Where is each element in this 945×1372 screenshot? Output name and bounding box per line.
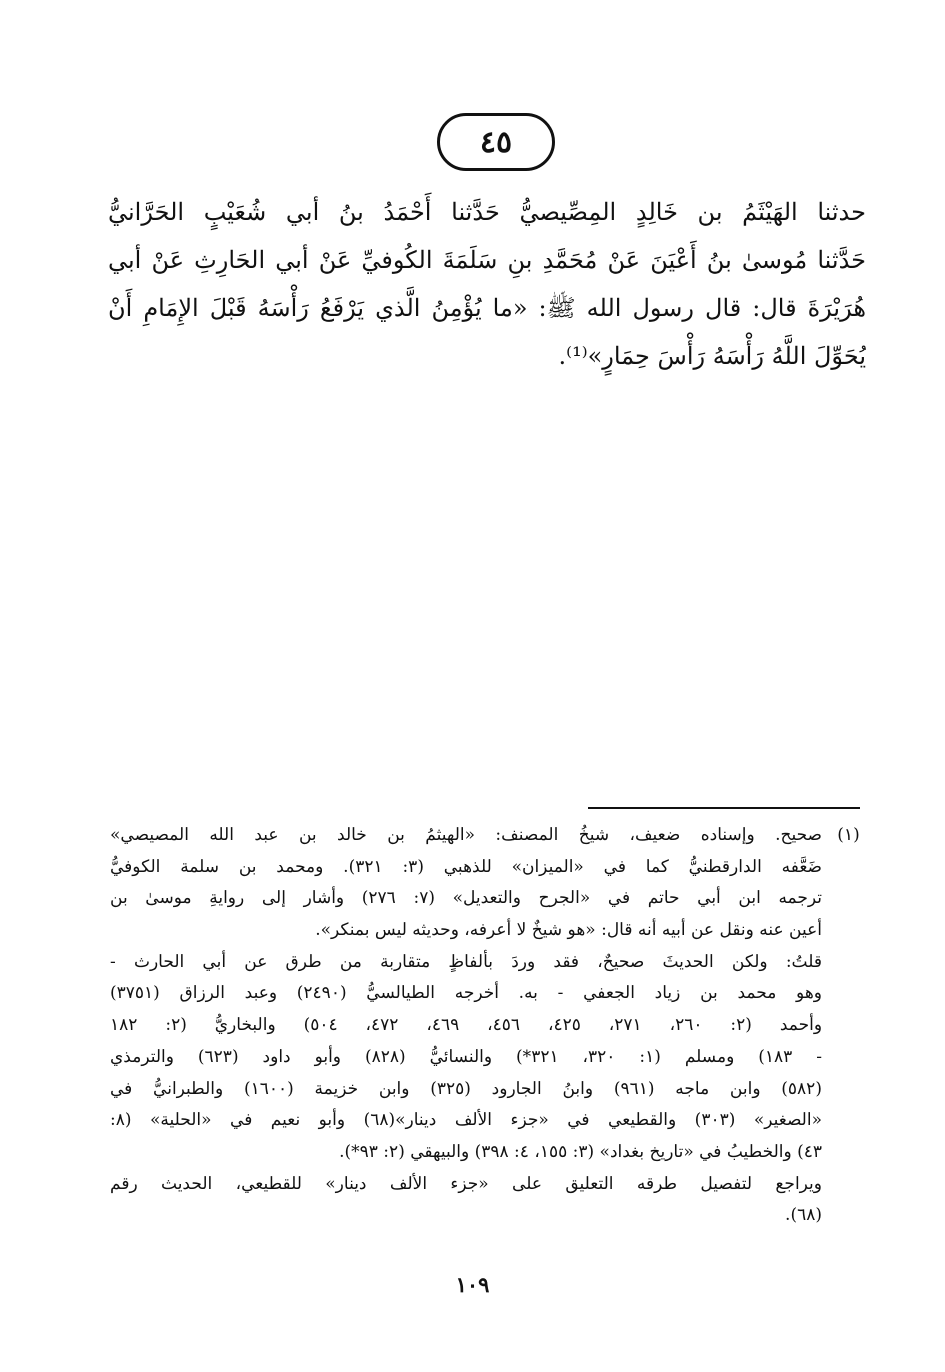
footnote-line: أعين عنه ونقل عن أبيه أنه قال: «هو شيخٌ لا أعرفه، وحديثه ليس بمنكر». [315,920,822,941]
footnote-line: ترجمه ابن أبي حاتم في «الجرح والتعديل» (٧: ٢٧٦) وأشار إلى روايةِ موسىٰ بن [110,888,822,909]
footnote-divider [588,807,860,809]
page-number: ١٠٩ [455,1272,490,1297]
footnote-marker: (١) [837,825,860,845]
footnote-line: (٥٨٢) وابن ماجه (٩٦١) وابنُ الجارود (٣٢٥) وابن خزيمة (١٦٠٠) والطبرانيُّ في [110,1078,822,1099]
footnote-line: «الصغير» (٣٠٣) والقطيعي في «جزء الألف دينار»(٦٨) وأبو نعيم في «الحلية» (٨: [110,1110,822,1131]
footnote-line: ٤٣) والخطيبُ في «تاريخ بغداد» (٣: ١٥٥، ٤: ٣٩٨) والبيهقي (٢: ٩٣*). [339,1141,822,1162]
footnote-line: وهو محمد بن زياد الجعفي - به. أخرجه الطيالسيُّ (٢٤٩٠) وعبد الرزاق (٣٧٥١) [110,983,822,1004]
hadith-line: يُحَوِّلَ اللَّهُ رَأْسَهُ رَأْسَ حِمَارٍ»⁽¹⁾. [558,342,866,370]
footnote-line: صحيح. وإسناده ضعيف، شيخُ المصنف: «الهيثمُ بن خالد بن عبد الله المصيصي» [110,825,822,845]
footnote-line: وأحمد (٢: ٢٦٠، ٢٧١، ٤٢٥، ٤٥٦، ٤٦٩، ٤٧٢، ٥٠٤) والبخاريُّ (٢: ١٨٢ [110,1015,822,1036]
footnote-text [110,820,822,1232]
footnote-line: - ١٨٣) ومسلم (١: ٣٢٠، ٣٢١*) والنسائيُّ (٨٢٨) وأبو داود (٦٢٣) والترمذي [110,1046,822,1067]
hadith-line: حدثنا الهَيْثَمُ بن خَالِدٍ المِصِّيصيُّ حَدَّثنا أَحْمَدُ بنُ أبي شُعَيْبٍ الحَرَّانيُّ [108,198,866,226]
footnote-line: ويراجع لتفصيل طرقه التعليق على «جزء الألف دينار» للقطيعي، الحديث رقم [110,1173,822,1194]
hadith-number-badge [437,113,555,171]
hadith-number: ٤٥ [479,124,513,160]
hadith-line: حَدَّثنا مُوسىٰ بنُ أَعْيَنَ عَنْ مُحَمَّدِ بنِ سَلَمَةَ الكُوفيِّ عَنْ أبي الحَارِثِ عَنْ أبي [108,246,866,274]
footnote-line: ضَعَّفه الدارقطنيُّ كما في «الميزان» للذهبي (٣: ٣٢١). ومحمد بن سلمة الكوفيُّ [110,856,822,877]
hadith-text [108,188,866,380]
footnote-line: قلتُ: ولكن الحديثَ صحيحٌ، فقد وردَ بألفاظٍ متقاربة من طرق عن أبي الحارث - [110,951,822,972]
hadith-line: هُرَيْرَةَ قال: قال رسول الله ﷺ: «ما يُؤْمِنُ الَّذي يَرْفَعُ رَأْسَهُ قَبْلَ الإِمَامِ أَنْ [108,294,866,322]
footnote-line: (٦٨). [785,1205,822,1226]
